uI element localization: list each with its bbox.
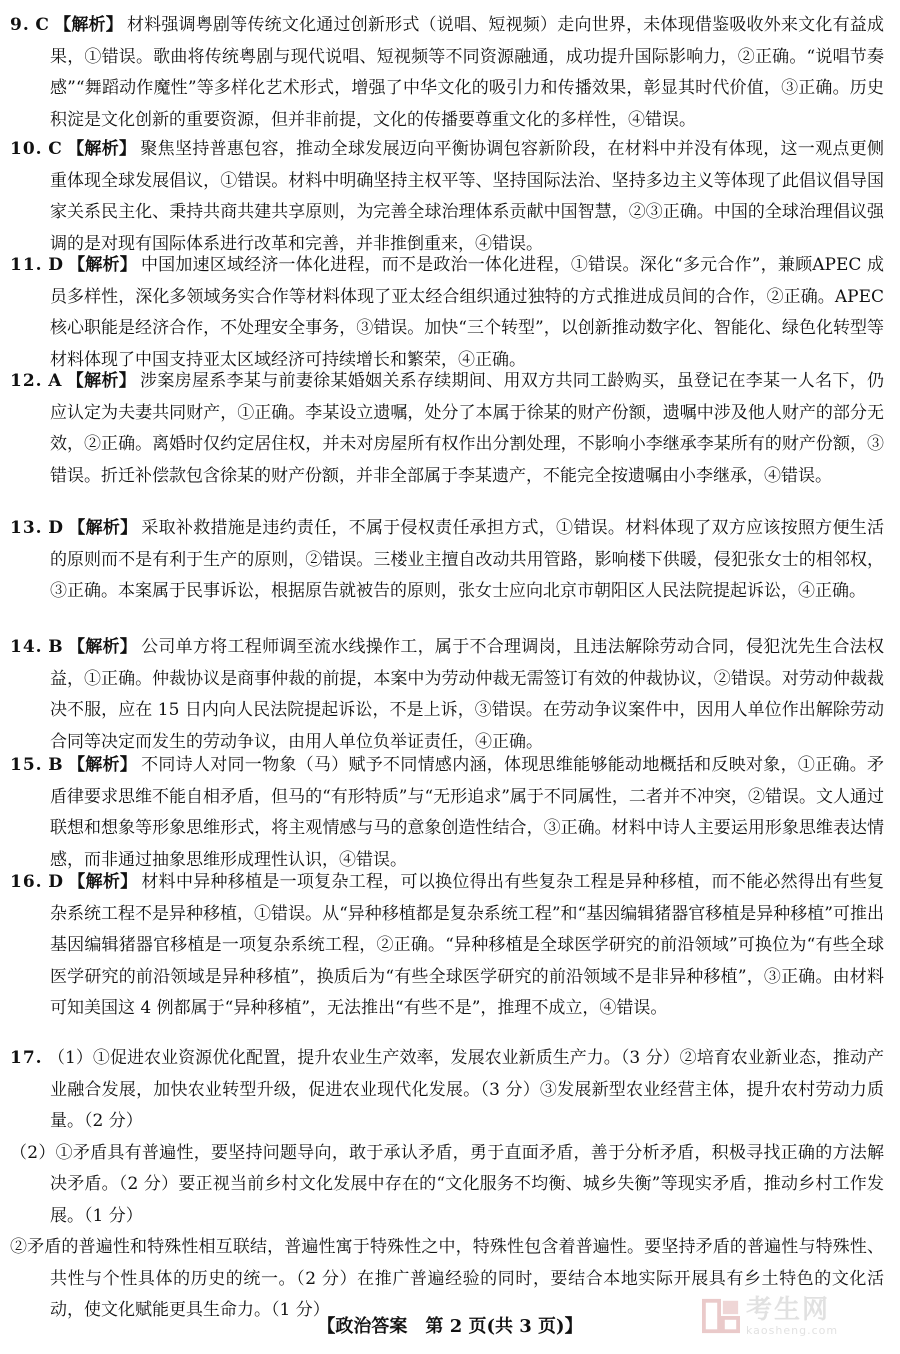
answer-item-10 bbox=[10, 134, 884, 260]
item-paragraph bbox=[10, 632, 884, 758]
analysis-text: 聚焦坚持普惠包容，推动全球发展迈向平衡协调包容新阶段，在材料中并没有体现，这一观点更侧重体现全球发展倡议，①错误。材料中明确坚持主权平等、坚持国际法治、坚持多边主义等体现了此倡议倡导国家关系民主化、秉持共商共建共享原则，为完善全球治理体系贡献中国智慧，②③正确。中国的全球治理倡议强调的是对现有国际体系进行改革和完善，并非推倒重来，④错误。 bbox=[50, 139, 885, 254]
item-number: 13. bbox=[10, 518, 43, 538]
item-answer: A bbox=[48, 371, 63, 391]
answer-item-16 bbox=[10, 867, 884, 1025]
analysis-label: 【解析】 bbox=[68, 872, 138, 892]
answer-item-13 bbox=[10, 513, 884, 608]
answer-item-15 bbox=[10, 750, 884, 876]
item-answer: D bbox=[48, 872, 65, 892]
watermark-text bbox=[746, 1294, 839, 1337]
watermark-en: kaosheng.com bbox=[746, 1323, 839, 1337]
analysis-text: 材料中异种移植是一项复杂工程，可以换位得出有些复杂工程是异种移植，而不能必然得出有些复杂系统工程不是异种移植，①错误。从“异种移植都是复杂系统工程”和“基因编辑猪器官移植是异种移植”可推出基因编辑猪器官移植是一项复杂系统工程，②正确。“异种移植是全球医学研究的前沿领域”可换位为“有些全球医学研究的前沿领域是异种移植”，换质后为“有些全球医学研究的前沿领域不是非异种移植”，③正确。由材料可知美国这 4 例都属于“异种移植”，无法推出“有些不是”，推理不成立，④错误。 bbox=[50, 872, 885, 1018]
kaosheng-logo-icon bbox=[702, 1297, 740, 1335]
analysis-label: 【解析】 bbox=[67, 755, 138, 775]
answer-item-11 bbox=[10, 250, 884, 376]
item-number: 10. bbox=[10, 139, 43, 159]
q17-part1-text: （1）①促进农业资源优化配置，提升农业生产效率，发展农业新质生产力。（3 分）②培育农业新业态，推动产业融合发展，加快农业转型升级，促进农业现代化发展。（3 分）③发展新型农业经营主体，提升农村劳动力质量。（2 分） bbox=[48, 1048, 884, 1131]
q17-part1 bbox=[10, 1043, 884, 1138]
analysis-label: 【解析】 bbox=[53, 15, 123, 35]
item-answer: D bbox=[48, 255, 64, 275]
item-number: 14. bbox=[10, 637, 43, 657]
item-answer: B bbox=[48, 755, 64, 775]
page-footer: 【政治答案 第 2 页(共 3 页)】 bbox=[317, 1316, 583, 1337]
item-paragraph bbox=[10, 250, 884, 376]
analysis-text: 公司单方将工程师调至流水线操作工，属于不合理调岗，且违法解除劳动合同，侵犯沈先生合法权益，①正确。仲裁协议是商事仲裁的前提，本案中为劳动仲裁无需签订有效的仲裁协议，②错误。对劳动仲裁裁决不服，应在 15 日内向人民法院提起诉讼，不是上诉，③错误。在劳动争议案件中，因用人单位作出解除劳动合同等决定而发生的劳动争议，由用人单位负举证责任，④正确。 bbox=[50, 637, 885, 752]
item-paragraph bbox=[10, 366, 884, 492]
item-paragraph bbox=[10, 10, 884, 136]
analysis-label: 【解析】 bbox=[66, 139, 137, 159]
item-number: 9. bbox=[10, 15, 30, 35]
item-paragraph bbox=[10, 513, 884, 608]
analysis-label: 【解析】 bbox=[67, 255, 137, 275]
item-answer: C bbox=[35, 15, 50, 35]
analysis-label: 【解析】 bbox=[67, 637, 138, 657]
item-paragraph bbox=[10, 750, 884, 876]
watermark bbox=[702, 1292, 882, 1340]
watermark-cn: 考生网 bbox=[746, 1294, 831, 1325]
item-answer: D bbox=[48, 518, 65, 538]
analysis-label: 【解析】 bbox=[68, 518, 138, 538]
item-number: 11. bbox=[10, 255, 43, 275]
analysis-text: 不同诗人对同一物象（马）赋予不同情感内涵，体现思维能够能动地概括和反映对象，①正确。矛盾律要求思维不能自相矛盾，但马的“有形特质”与“无形追求”属于不同属性，二者并不冲突，②错误。文人通过联想和想象等形象思维形式，将主观情感与马的意象创造性结合，③正确。材料中诗人主要运用形象思维表达情感，而非通过抽象思维形成理性认识，④错误。 bbox=[50, 755, 885, 870]
analysis-text: 采取补救措施是违约责任，不属于侵权责任承担方式，①错误。材料体现了双方应该按照方便生活的原则而不是有利于生产的原则，②错误。三楼业主擅自改动共用管路，影响楼下供暖，侵犯张女士的相邻权，③正确。本案属于民事诉讼，根据原告就被告的原则，张女士应向北京市朝阳区人民法院提起诉讼，④正确。 bbox=[50, 518, 885, 601]
answer-item-17 bbox=[10, 1043, 884, 1327]
item-number: 12. bbox=[10, 371, 43, 391]
q17-part2b: ②矛盾的普遍性和特殊性相互联结，普遍性寓于特殊性之中，特殊性包含着普遍性。要坚持矛盾的普遍性与特殊性、共性与个性具体的历史的统一。（2 分）在推广普遍经验的同时，要结合本地实际开展具有乡土特色的文化活动，使文化赋能更具生命力。（1 分） bbox=[10, 1237, 884, 1320]
item-paragraph bbox=[10, 134, 884, 260]
item-answer: B bbox=[48, 637, 64, 657]
answer-item-14 bbox=[10, 632, 884, 758]
item-number: 15. bbox=[10, 755, 43, 775]
answer-item-9 bbox=[10, 10, 884, 136]
analysis-label: 【解析】 bbox=[66, 371, 137, 391]
q17-part2a: （2）①矛盾具有普遍性，要坚持问题导向，敢于承认矛盾，勇于直面矛盾，善于分析矛盾，积极寻找正确的方法解决矛盾。（2 分）要正视当前乡村文化发展中存在的“文化服务不均衡、城乡失衡”等现实矛盾，推动乡村工作发展。（1 分） bbox=[10, 1142, 884, 1226]
answer-item-12 bbox=[10, 366, 884, 492]
analysis-text: 涉案房屋系李某与前妻徐某婚姻关系存续期间、用双方共同工龄购买，虽登记在李某一人名下，仍应认定为夫妻共同财产，①正确。李某设立遗嘱，处分了本属于徐某的财产份额，遗嘱中涉及他人财产的部分无效，②正确。离婚时仅约定居住权，并未对房屋所有权作出分割处理，不影响小李继承李某所有的财产份额，③错误。折迁补偿款包含徐某的财产份额，并非全部属于李某遗产，不能完全按遗嘱由小李继承，④错误。 bbox=[50, 371, 885, 486]
item-number: 16. bbox=[10, 872, 43, 892]
item-number: 17. bbox=[10, 1048, 43, 1068]
item-paragraph bbox=[10, 867, 884, 1025]
analysis-text: 材料强调粤剧等传统文化通过创新形式（说唱、短视频）走向世界，未体现借鉴吸收外来文化有益成果，①错误。歌曲将传统粤剧与现代说唱、短视频等不同资源融通，成功提升国际影响力，②正确。“说唱节奏感”“舞蹈动作魔性”等多样化艺术形式，增强了中华文化的吸引力和传播效果，彰显其时代价值，③正确。历史积淀是文化创新的重要资源，但并非前提，文化的传播要尊重文化的多样性，④错误。 bbox=[50, 15, 885, 130]
item-answer: C bbox=[48, 139, 63, 159]
analysis-text: 中国加速区域经济一体化进程，而不是政治一体化进程，①错误。深化“多元合作”，兼顾APEC 成员多样性，深化多领域务实合作等材料体现了亚太经合组织通过独特的方式推进成员间的合作，②正确。APEC 核心职能是经济合作，不处理安全事务，③错误。加快“三个转型”，以创新推动数字化、智能化、绿色化转型等材料体现了中国支持亚太区域经济可持续增长和繁荣，④正确。 bbox=[50, 255, 885, 370]
